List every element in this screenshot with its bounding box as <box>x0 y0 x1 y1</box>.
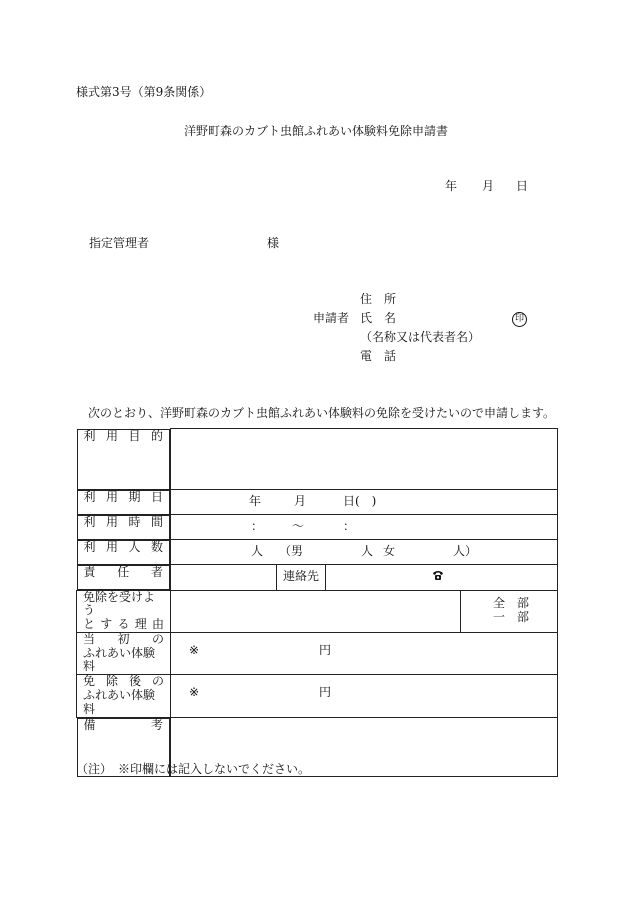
applicant-name-label: 氏 名 <box>360 311 397 325</box>
addressee-honorific: 様 <box>267 236 280 250</box>
intro-text: 次のとおり、洋野町森のカブト虫館ふれあい体験料の免除を受けたいので申請します。 <box>88 406 556 420</box>
row-people <box>77 540 558 565</box>
date-month-label: 月 <box>482 179 495 193</box>
initial-fee-label-line2: ふれあい体験料 <box>83 645 156 674</box>
purpose-field[interactable] <box>171 429 558 490</box>
footnote: （注） ※印欄には記入しないでください。 <box>76 762 311 776</box>
after-fee-mark: ※ <box>189 685 200 700</box>
applicant-phone-label: 電 話 <box>360 349 397 363</box>
people-female: 女 <box>383 544 396 558</box>
row-after-fee <box>77 675 558 717</box>
period-day: 日( ) <box>343 494 377 508</box>
after-fee-label-line2: ふれあい体験料 <box>83 688 156 716</box>
remarks-label: 備 考 <box>77 718 171 777</box>
after-fee-label <box>77 675 171 717</box>
people-male-unit: 人 <box>361 544 374 558</box>
date-year-label: 年 <box>445 179 458 193</box>
telephone-icon <box>432 569 444 585</box>
initial-fee-field <box>171 632 558 674</box>
addressee-label: 指定管理者 <box>89 236 150 250</box>
row-reason <box>77 590 558 632</box>
time-label: 利 用 時 間 <box>77 515 171 540</box>
initial-fee-label <box>77 632 171 674</box>
period-year: 年 <box>249 494 262 508</box>
people-male: （男 <box>279 544 304 558</box>
date-day-label: 日 <box>516 179 529 193</box>
purpose-label: 利 用 目 的 <box>77 429 171 490</box>
time-field[interactable] <box>171 515 558 540</box>
manager-field[interactable] <box>171 565 277 591</box>
row-initial-fee <box>77 632 558 674</box>
time-colon-start: ： <box>251 519 264 533</box>
people-female-unit: 人） <box>453 544 478 558</box>
exemption-part[interactable]: 一 部 <box>492 610 529 625</box>
form-title: 洋野町森のカブト虫館ふれあい体験料免除申請書 <box>184 124 449 138</box>
reason-field[interactable] <box>171 590 461 632</box>
people-label: 利 用 人 数 <box>77 540 171 565</box>
form-number: 様式第3号（第9条関係） <box>76 85 212 99</box>
applicant-address-label: 住 所 <box>360 292 397 306</box>
after-fee-yen: 円 <box>319 685 332 700</box>
time-colon-end: ： <box>343 519 356 533</box>
period-field[interactable] <box>171 490 558 515</box>
people-field[interactable] <box>171 540 558 565</box>
seal-mark-text: 印 <box>512 312 527 327</box>
after-fee-label-line1: 免 除 後 の <box>83 674 164 689</box>
exemption-scope <box>461 590 558 632</box>
row-period <box>77 490 558 515</box>
reason-label <box>77 590 171 632</box>
period-month: 月 <box>294 494 307 508</box>
people-unit: 人 <box>251 544 264 558</box>
applicant-label: 申請者 <box>313 311 350 325</box>
seal-mark-icon <box>512 311 527 327</box>
row-time <box>77 515 558 540</box>
manager-label: 責 任 者 <box>77 565 171 590</box>
contact-label: 連絡先 <box>277 565 326 591</box>
application-table <box>76 428 558 777</box>
contact-field[interactable] <box>326 565 558 591</box>
reason-label-line1: 免除を受けよう <box>83 589 156 618</box>
initial-fee-yen: 円 <box>319 642 332 657</box>
row-manager <box>77 565 558 591</box>
initial-fee-label-line1: 当 初 の <box>83 631 164 646</box>
time-tilde: ～ <box>292 519 305 533</box>
row-purpose <box>77 429 558 490</box>
initial-fee-mark: ※ <box>189 642 200 657</box>
exemption-all[interactable]: 全 部 <box>492 596 529 611</box>
applicant-name-note: （名称又は代表者名） <box>360 330 481 344</box>
after-fee-field <box>171 675 558 717</box>
period-label: 利 用 期 日 <box>77 490 171 515</box>
reason-label-line2: と す る 理 由 <box>83 617 164 632</box>
